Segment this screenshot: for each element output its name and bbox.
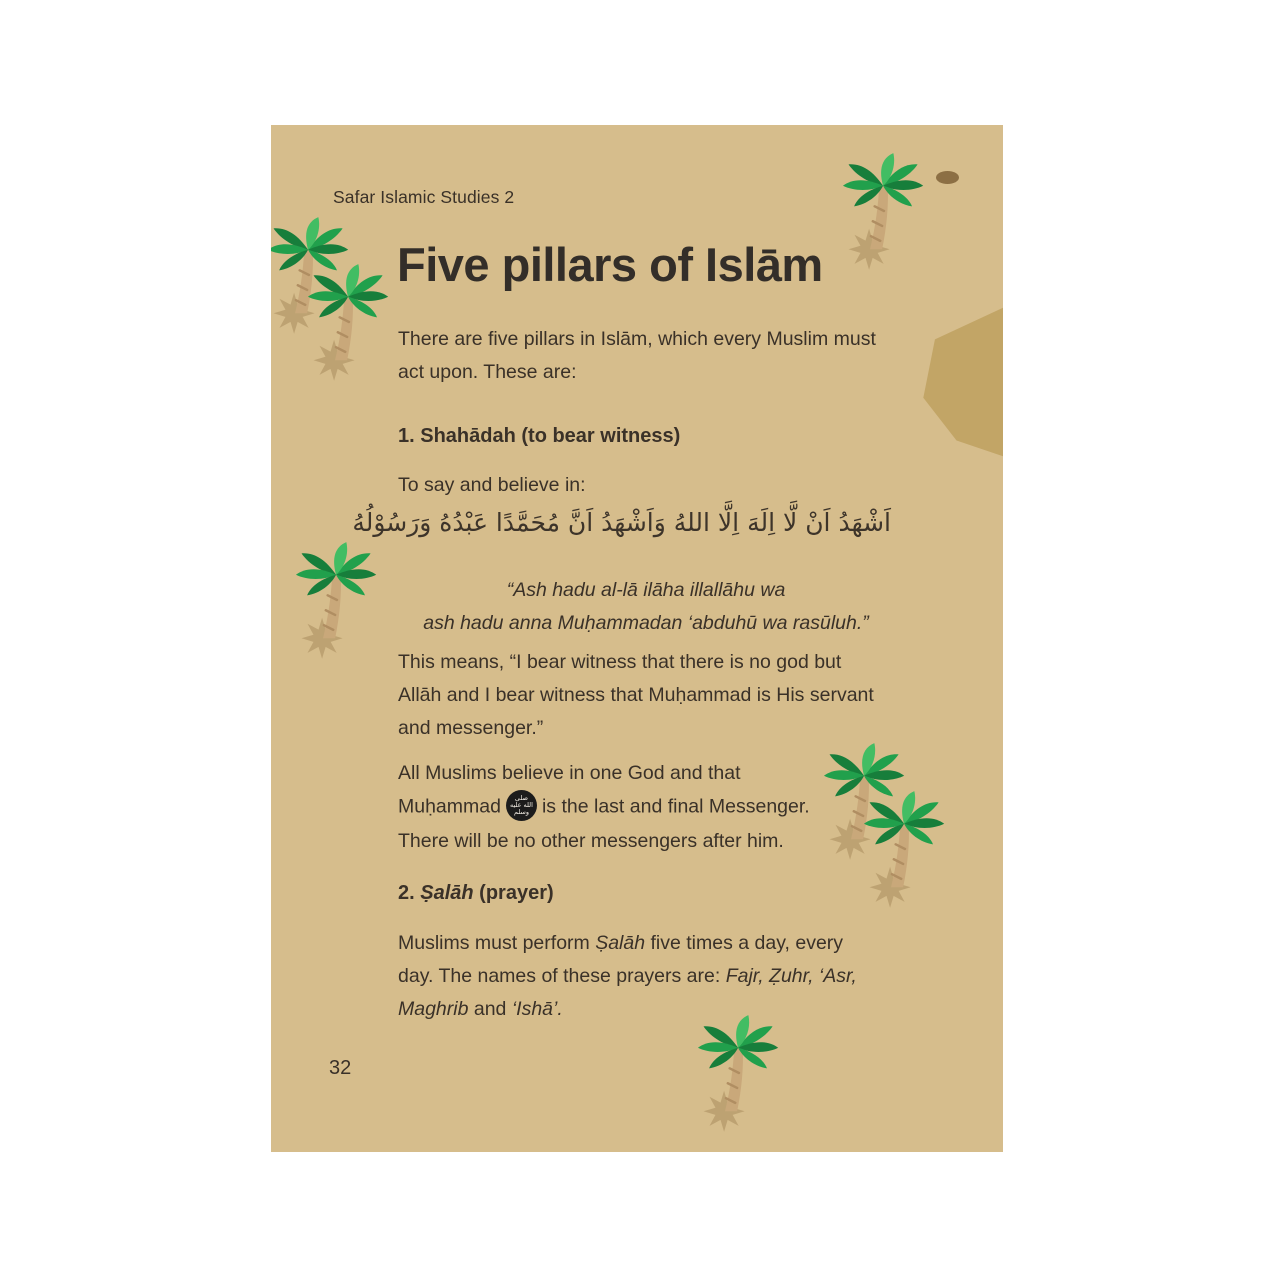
belief-line2-text: Muḥammad [398, 795, 501, 818]
page-number: 32 [329, 1057, 352, 1079]
palm-tree-icon [828, 149, 940, 273]
shahadah-transliteration [411, 574, 881, 640]
intro-line: There are five pillars in Islām, which every Muslim must [398, 328, 876, 350]
section1-lead: To say and believe in: [398, 474, 586, 496]
seal-text: الله عليه [509, 801, 533, 810]
belief-line [398, 790, 810, 825]
section2-heading [398, 882, 554, 905]
meaning-line: This means, “I bear witness that there is no god but [398, 651, 842, 673]
salah-paragraph [398, 927, 857, 1026]
meaning-line: and messenger.” [398, 717, 544, 739]
belief-line: All Muslims believe in one God and that [398, 762, 741, 784]
intro-line: act upon. These are: [398, 361, 577, 383]
palm-tree-icon [683, 1011, 795, 1135]
heading-term: Ṣalāh [420, 882, 474, 904]
palm-tree-icon [849, 787, 961, 911]
palm-tree-icon [293, 260, 405, 384]
prayer-names: Fajr, Ẓuhr, ‘Asr, [725, 965, 857, 987]
salah-text: five times a day, every [645, 932, 844, 954]
salawat-seal-icon [506, 790, 537, 821]
heading-rest: (prayer) [473, 882, 554, 904]
book-series-header: Safar Islamic Studies 2 [333, 187, 515, 207]
book-page [271, 125, 1003, 1152]
transliteration-line: ash hadu anna Muḥammadan ‘abduhū wa rasūluh.” [423, 612, 869, 634]
salah-text: day. The names of these prayers are: [398, 965, 726, 987]
shahadah-arabic-text: اَشْهَدُ اَنْ لَّا اِلَهَ اِلَّا اللهُ وَاَشْهَدُ اَنَّ مُحَمَّدًا عَبْدُهُ وَرَسُوْلُهُ [352, 508, 891, 537]
prayer-names: ‘Ishā’. [511, 998, 563, 1020]
section1-heading: 1. Shahādah (to bear witness) [398, 425, 681, 447]
salah-text: and [468, 998, 512, 1020]
intro-paragraph [398, 323, 876, 389]
transliteration-line: “Ash hadu al-lā ilāha illallāhu wa [506, 579, 786, 601]
salah-term: Ṣalāh [595, 932, 646, 954]
heading-number: 2. [398, 882, 421, 904]
belief-line2-text: is the last and final Messenger. [541, 795, 810, 818]
meaning-line: Allāh and I bear witness that Muḥammad is His servant [398, 684, 874, 706]
belief-paragraph [398, 757, 810, 858]
dune-shape [920, 303, 1003, 461]
salah-line [398, 993, 857, 1026]
page-title: Five pillars of Islām [397, 238, 823, 291]
belief-line: There will be no other messengers after him. [398, 830, 784, 852]
prayer-names: Maghrib [398, 998, 469, 1020]
palm-tree-icon [281, 538, 393, 662]
shahadah-meaning-paragraph [398, 646, 874, 745]
salah-line [398, 960, 857, 993]
seal-text: صلى [514, 794, 529, 803]
seal-text: وسلم [513, 807, 530, 816]
salah-line [398, 927, 857, 960]
salah-text: Muslims must perform [398, 932, 596, 954]
